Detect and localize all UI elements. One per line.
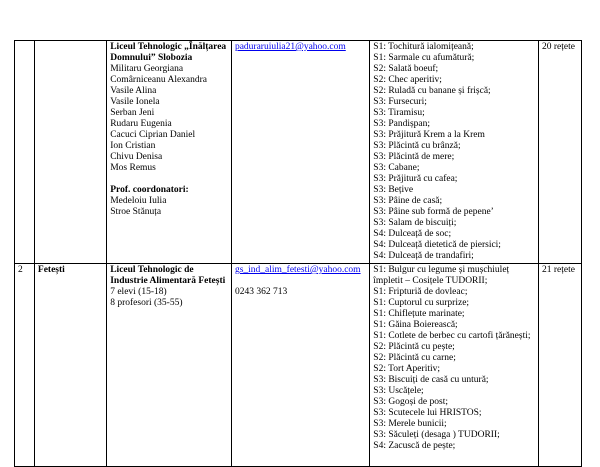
list-item: Cacuci Ciprian Daniel [110, 130, 196, 140]
email-link[interactable]: paduraruiulia21@yahoo.com [234, 42, 346, 52]
list-item: S3: Prăjitură cu cafea; [373, 174, 458, 184]
list-item: S3: Biscuiți de casă cu untură; [373, 375, 489, 385]
school-name: Liceul Tehnologic de Industrie Alimentară Fetești [110, 265, 226, 286]
email-link[interactable]: gs_ind_alim_fetesti@yahoo.com [234, 265, 361, 275]
list-item: S3: Pâine de casă; [373, 196, 443, 206]
list-item: Comârniceanu Alexandra [110, 75, 208, 85]
list-item: S3: Scutecele lui HRISTOS; [373, 408, 482, 418]
row-number: 2 [15, 264, 35, 467]
list-item: S3: Merele bunicii; [373, 419, 447, 429]
recipe-cell [370, 41, 539, 264]
list-item: S2: Chec aperitiv; [373, 75, 442, 85]
list-item: S1: Găina Boierească; [373, 320, 458, 330]
list-item: S3: Tiramisu; [373, 108, 425, 118]
list-item: S2: Ruladă cu banane și frișcă; [373, 86, 491, 96]
contact-cell [231, 41, 369, 264]
list-item: Vasile Ionela [110, 97, 160, 107]
list-item: S4: Dulceață dietetică de piersici; [373, 240, 501, 250]
list-item: S3: Bețive [373, 185, 414, 195]
list-item: Chivu Denisa [110, 152, 163, 162]
school-name: Liceul Tehnologic „Înălțarea Domnului” Slobozia [110, 42, 227, 63]
list-item: S4: Dulceață de soc; [373, 229, 452, 239]
list-item: S3: Plăcintă de mere; [373, 152, 455, 162]
list-item: Serban Jeni [110, 108, 155, 118]
city-name [34, 41, 106, 264]
school-cell [107, 41, 232, 264]
list-item: S3: Pandișpan; [373, 119, 431, 129]
list-item: S3: Pâine sub formă de pepene’ [373, 207, 494, 217]
list-item: S3: Fursecuri; [373, 97, 427, 107]
list-item: S2: Tort Aperitiv; [373, 364, 440, 374]
list-item: S4: Dulceață de trandafiri; [373, 251, 474, 261]
phone-number: 0243 362 713 [234, 287, 288, 297]
student-list [110, 64, 228, 174]
list-item: S3: Salam de biscuiți; [373, 218, 457, 228]
list-item: S1: Sarmale cu afumătură; [373, 53, 475, 63]
coordinators-heading: Prof. coordonatori: [110, 185, 189, 195]
recipe-count: 21 rețete [539, 264, 582, 467]
list-item: S3: Gogoși de post; [373, 397, 448, 407]
list-item: S3: Săculeți (desaga ) TUDORII; [373, 430, 500, 440]
list-item: S1: Bulgur cu legume și mușchiuleț împletit – Cosițele TUDORII; [373, 265, 510, 286]
list-item: S3: Cabane; [373, 163, 420, 173]
recipe-count: 20 rețete [539, 41, 582, 264]
list-item: S3: Prăjitură Krem a la Krem [373, 130, 485, 140]
table-row [15, 264, 582, 467]
list-item: Medeloiu Iulia [110, 196, 167, 206]
list-item: S1: Tochitură ialomițeană; [373, 42, 474, 52]
table-row [15, 41, 582, 264]
list-item: S1: Chiflețute marinate; [373, 309, 465, 319]
list-item: Militaru Georgiana [110, 64, 184, 74]
list-item: Rudaru Eugenia [110, 119, 172, 129]
row-number [15, 41, 35, 264]
list-item: 8 profesori (35-55) [110, 298, 183, 308]
list-item: S4: Zacuscă de pește; [373, 441, 456, 451]
list-item: S2: Plăcintă cu carne; [373, 353, 456, 363]
list-item: Vasile Alina [110, 86, 157, 96]
list-item: 7 elevi (15-18) [110, 287, 167, 297]
list-item: S1: Cotlete de berbec cu cartofi țărănești; [373, 331, 531, 341]
list-item: Stroe Stănuța [110, 207, 162, 217]
list-item: S2: Salată boeuf; [373, 64, 439, 74]
list-item: Mos Remus [110, 163, 156, 173]
school-cell [107, 264, 232, 467]
recipe-cell [370, 264, 539, 467]
list-item: S3: Uscățele; [373, 386, 424, 396]
list-item: S2: Plăcintă cu pește; [373, 342, 455, 352]
contact-cell [231, 264, 369, 467]
list-item: S3: Plăcintă cu brânză; [373, 141, 461, 151]
city-name: Fetești [34, 264, 106, 467]
list-item: S1: Cuptorul cu surprize; [373, 298, 470, 308]
list-item: Ion Cristian [110, 141, 156, 151]
list-item: S1: Fripturiă de dovleac; [373, 287, 468, 297]
recipes-table [14, 40, 582, 467]
